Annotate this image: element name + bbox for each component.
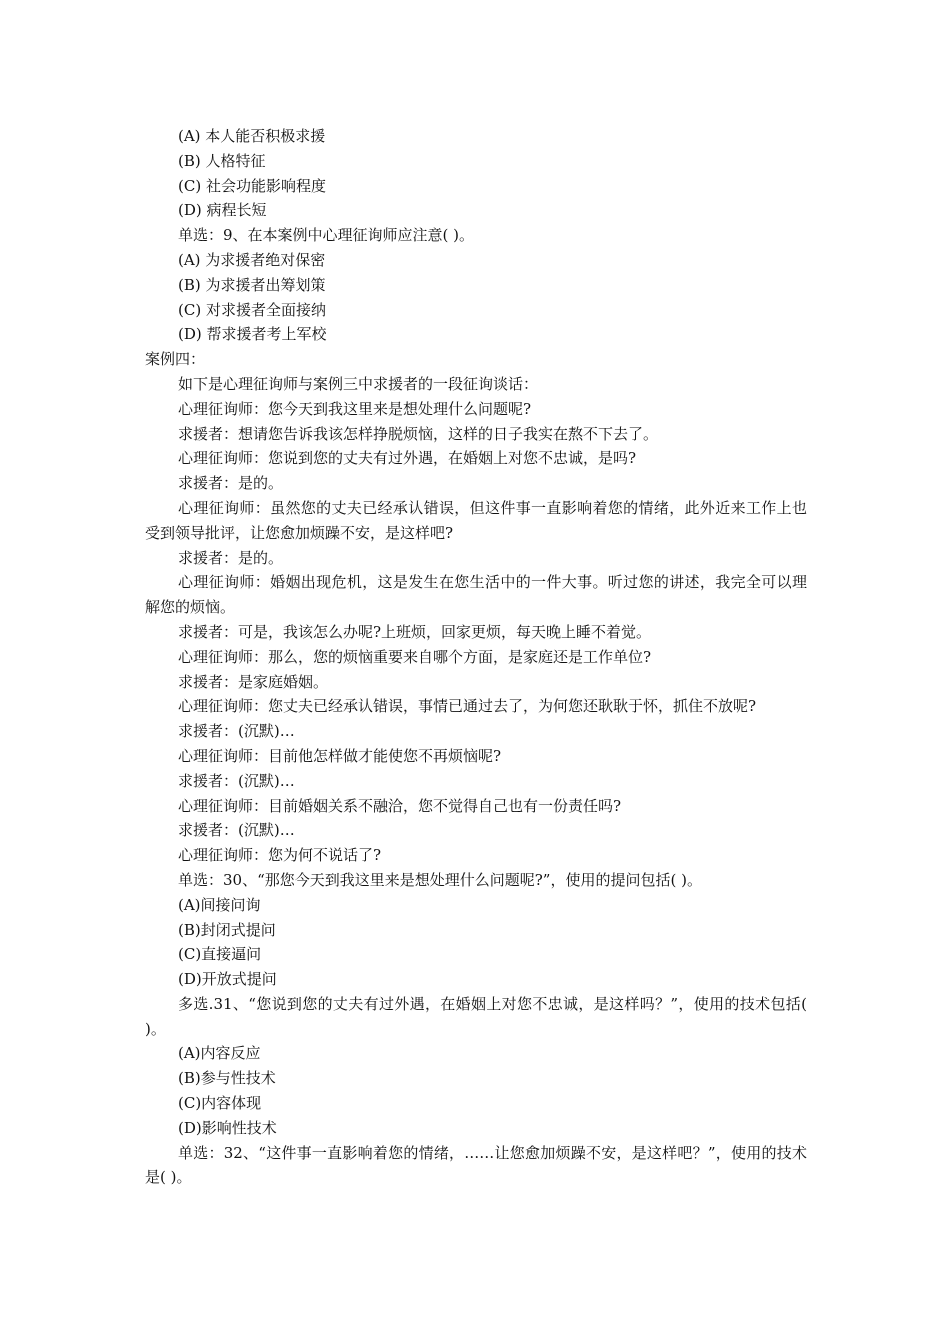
paragraph: 单选：32、“这件事一直影响着您的情绪，……让您愈加烦躁不安，是这样吧？”，使用的技术是( )。 — [145, 1143, 807, 1187]
text-line: 求援者：是的。 — [178, 548, 284, 567]
text-line: 心理征询师：您为何不说话了? — [178, 846, 382, 865]
text-line: (A)内容反应 — [178, 1044, 261, 1063]
text-line: (C)内容体现 — [178, 1094, 262, 1113]
text-line: (C)直接逼问 — [178, 945, 262, 964]
paragraph: 心理征询师：婚姻出现危机，这是发生在您生活中的一件大事。听过您的讲述，我完全可以理解您的烦恼。 — [145, 573, 807, 617]
text-line: (C) 社会功能影响程度 — [178, 176, 326, 195]
text-line: 心理征询师：那么，您的烦恼重要来自哪个方面，是家庭还是工作单位? — [178, 647, 652, 666]
text-line: 求援者：(沉默)… — [178, 821, 295, 840]
text-line: (C) 对求援者全面接纳 — [178, 300, 326, 319]
text-line: (D) 帮求援者考上军校 — [178, 325, 327, 344]
text-line: (B) 为求援者出筹划策 — [178, 275, 326, 294]
paragraph: 多选.31、“您说到您的丈夫有过外遇，在婚姻上对您不忠诚，是这样吗？”，使用的技术包括( )。 — [145, 994, 807, 1038]
text-line: 单选：30、“那您今天到我这里来是想处理什么问题呢?”，使用的提问包括( )。 — [178, 870, 702, 889]
text-line: 求援者：(沉默)… — [178, 722, 295, 741]
paragraph: 心理征询师：虽然您的丈夫已经承认错误，但这件事一直影响着您的情绪，此外近来工作上也受到领导批评，让您愈加烦躁不安，是这样吧? — [145, 498, 807, 542]
text-line: (A) 为求援者绝对保密 — [178, 250, 326, 269]
text-line: (B) 人格特征 — [178, 151, 266, 170]
paragraph: 心理征询师：您丈夫已经承认错误，事情已通过去了，为何您还耿耿于怀，抓住不放呢? — [178, 697, 757, 716]
text-line: 单选：9、在本案例中心理征询师应注意( )。 — [178, 226, 475, 245]
section-heading: 案例四： — [145, 350, 206, 369]
text-line: (A) 本人能否积极求援 — [178, 127, 326, 145]
text-line: (D)影响性技术 — [178, 1118, 277, 1137]
text-line: 如下是心理征询师与案例三中求援者的一段征询谈话： — [178, 374, 539, 393]
document-page — [145, 124, 807, 1190]
text-line: (B)参与性技术 — [178, 1069, 276, 1088]
text-line: 求援者：(沉默)… — [178, 771, 295, 790]
text-line: 求援者：想请您告诉我该怎样挣脱烦恼，这样的日子我实在熬不下去了。 — [178, 424, 659, 443]
text-line: (A)间接问询 — [178, 895, 261, 914]
text-line: 心理征询师：您说到您的丈夫有过外遇，在婚姻上对您不忠诚，是吗? — [178, 449, 637, 468]
text-line: 心理征询师：目前他怎样做才能使您不再烦恼呢? — [178, 746, 502, 765]
text-line: (D) 病程长短 — [178, 201, 267, 220]
text-line: (B)封闭式提问 — [178, 920, 276, 939]
text-line: (D)开放式提问 — [178, 970, 277, 989]
text-line: 心理征询师：目前婚姻关系不融洽，您不觉得自己也有一份责任吗? — [178, 796, 622, 815]
text-line: 心理征询师：您今天到我这里来是想处理什么问题呢? — [178, 399, 532, 418]
text-line: 求援者：是的。 — [178, 474, 284, 493]
text-line: 求援者：是家庭婚姻。 — [178, 672, 329, 691]
text-line: 求援者：可是，我该怎么办呢?上班烦，回家更烦，每天晚上睡不着觉。 — [178, 622, 652, 641]
